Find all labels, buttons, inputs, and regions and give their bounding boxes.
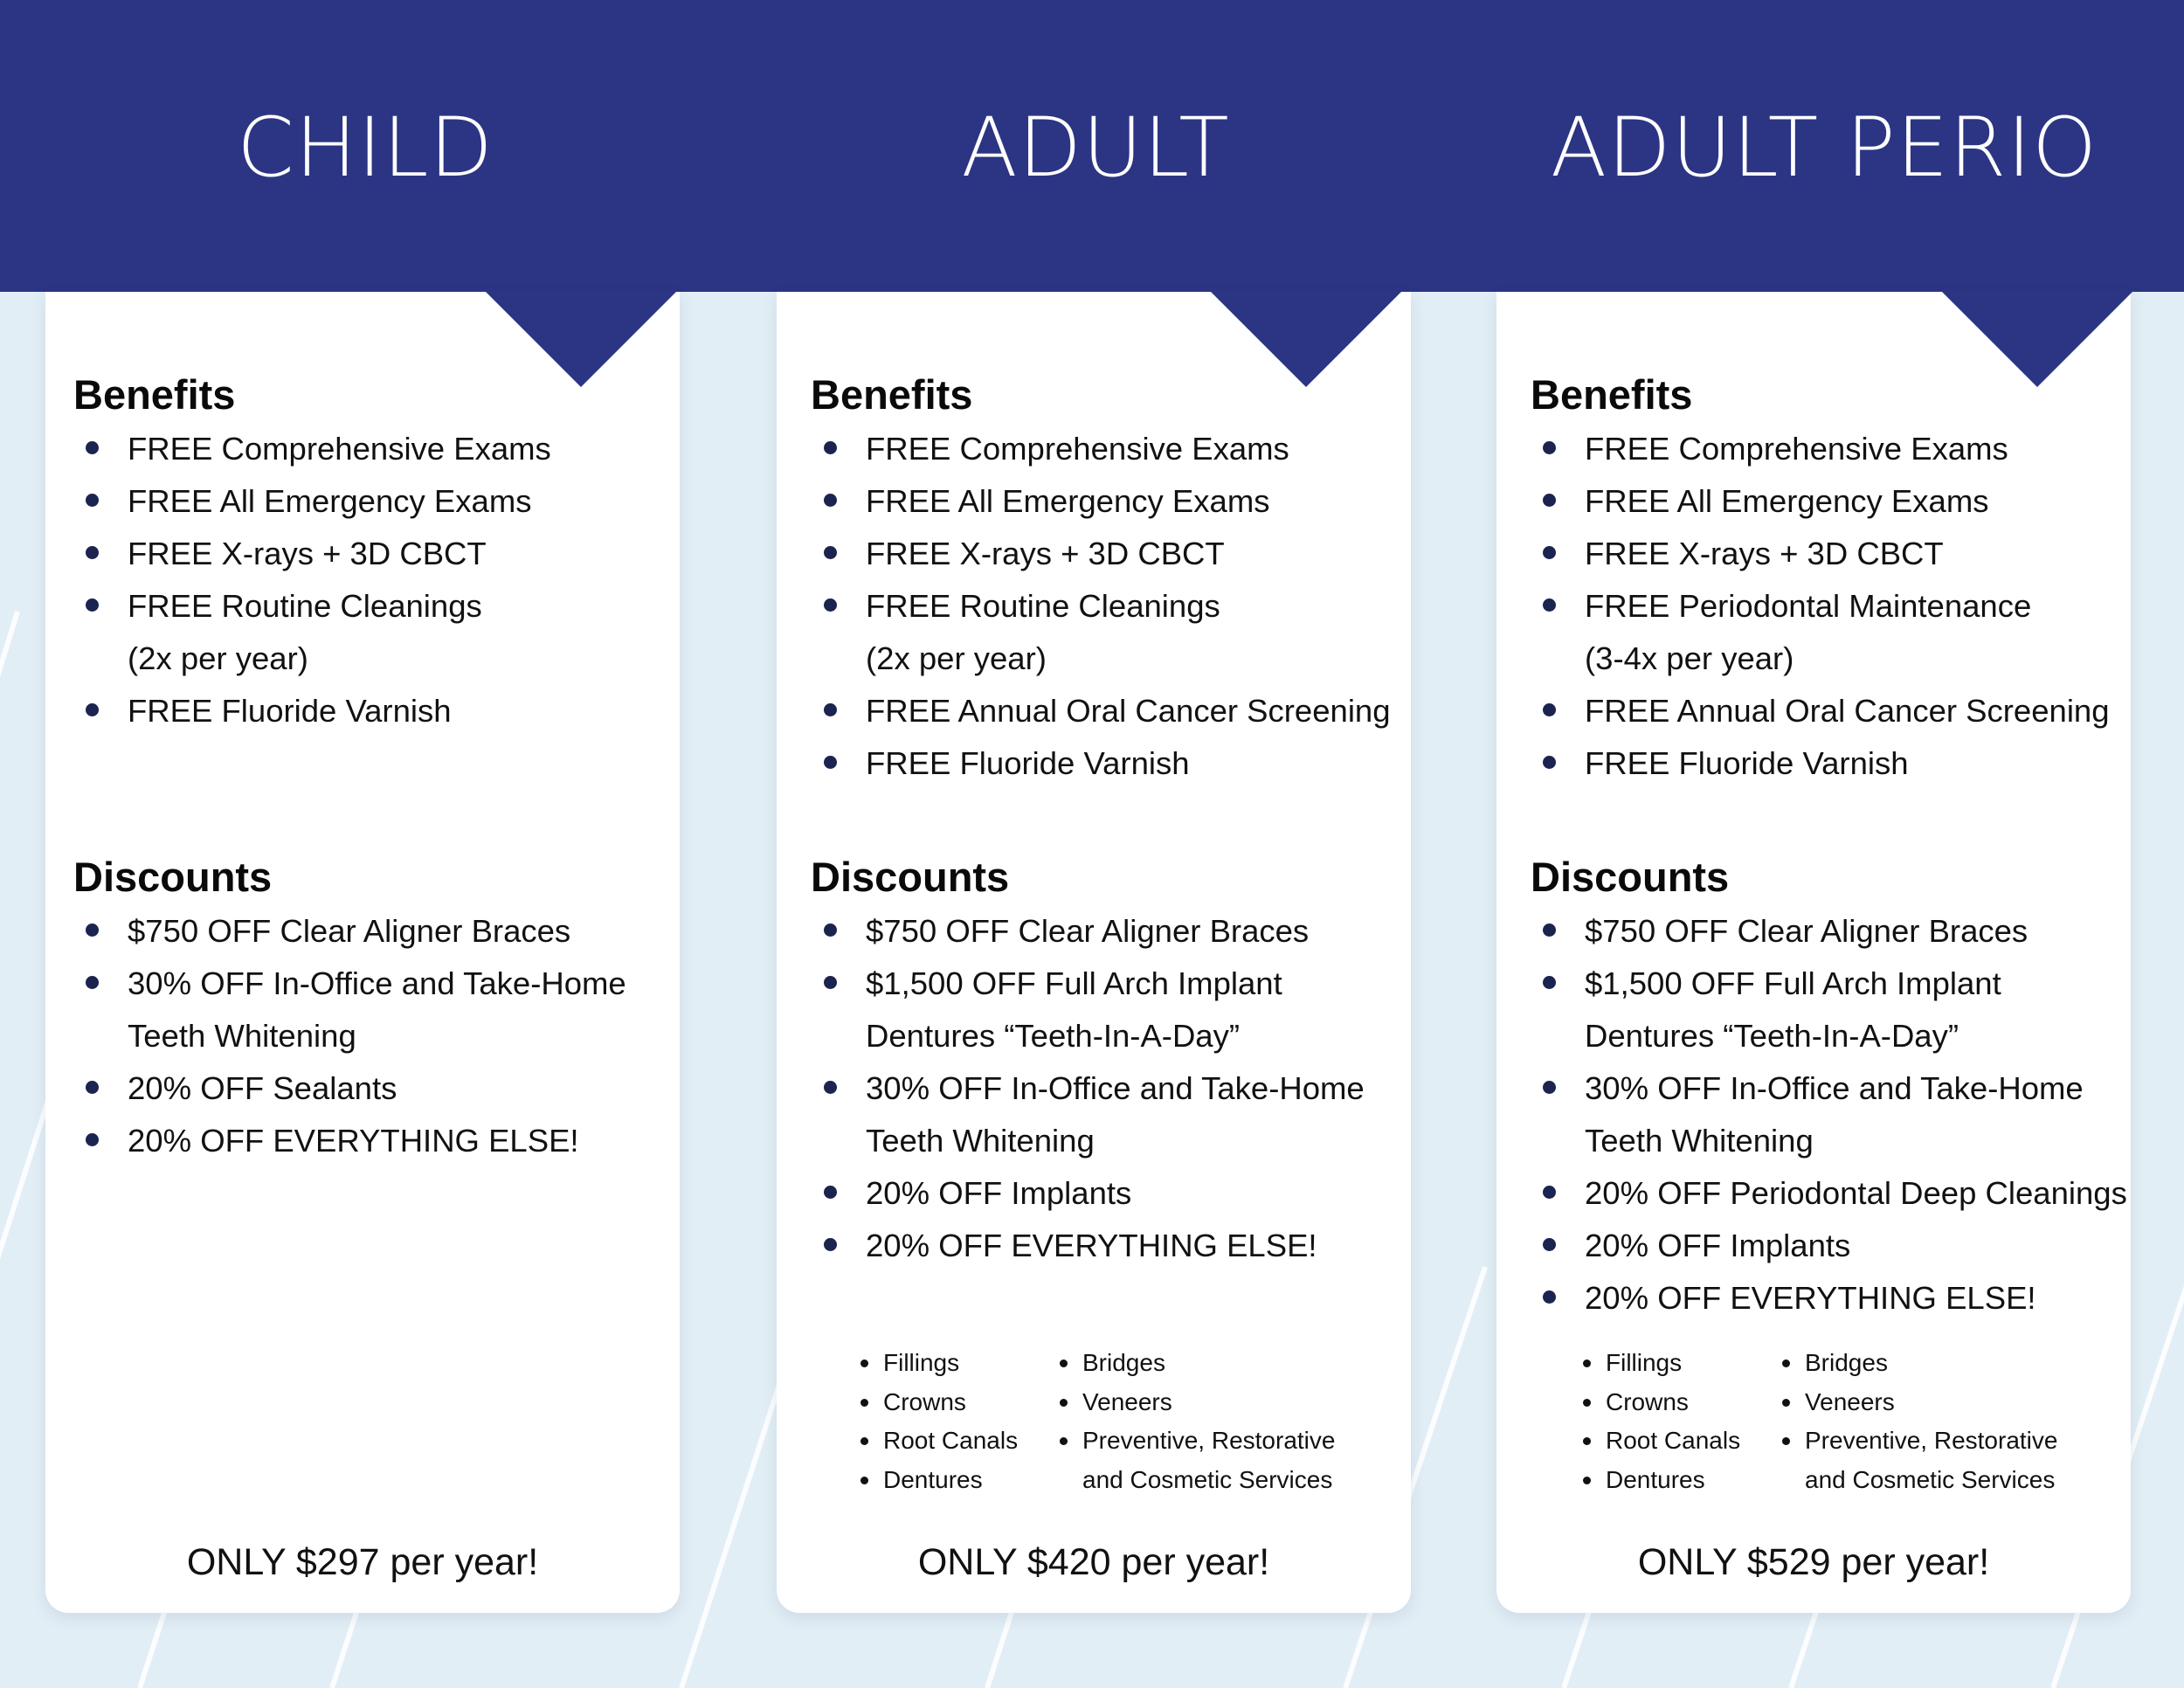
benefit-item <box>1538 580 2110 685</box>
benefit-item-text: FREE X-rays + 3D CBCT <box>866 536 1225 571</box>
discount-item-text: 30% OFF In-Office and Take-Home <box>128 965 626 1001</box>
services-list-right <box>1060 1344 1335 1499</box>
benefit-item <box>80 528 551 580</box>
discount-item <box>80 905 626 958</box>
service-item <box>1060 1344 1335 1383</box>
service-item-text: Preventive, Restorative <box>1082 1427 1336 1454</box>
benefit-item <box>1538 528 2110 580</box>
plan-title-adult-perio: ADULT PERIO <box>1550 100 2098 196</box>
service-item <box>860 1461 1018 1500</box>
discount-item-text: 20% OFF Implants <box>1585 1228 1851 1263</box>
discount-item-text: 30% OFF In-Office and Take-Home <box>866 1070 1365 1106</box>
benefit-item <box>80 580 551 685</box>
discount-item <box>80 958 626 1062</box>
price-label: ONLY $297 per year! <box>186 1541 539 1583</box>
benefit-item-text: FREE All Emergency Exams <box>128 483 532 519</box>
discount-item <box>819 1167 1365 1220</box>
services-list-left <box>860 1344 1018 1499</box>
benefit-item-text: (2x per year) <box>128 640 308 676</box>
benefit-item <box>1538 423 2110 475</box>
discounts-heading: Discounts <box>811 854 1010 900</box>
benefit-item <box>1538 475 2110 528</box>
benefit-item-text: FREE Comprehensive Exams <box>866 431 1289 467</box>
discount-item <box>819 958 1365 1062</box>
service-item <box>1060 1422 1335 1499</box>
price-label: ONLY $420 per year! <box>917 1541 1270 1583</box>
discounts-list <box>80 905 626 1167</box>
benefit-item <box>80 685 551 737</box>
service-item <box>1583 1422 1740 1461</box>
services-list-right <box>1782 1344 2057 1499</box>
discount-item-text: Teeth Whitening <box>1585 1123 1814 1159</box>
benefit-item <box>819 528 1391 580</box>
service-item-text: Crowns <box>883 1387 966 1415</box>
service-item-text: Crowns <box>1606 1387 1689 1415</box>
service-item-text: Veneers <box>1805 1387 1895 1415</box>
discount-item <box>1538 1167 2127 1220</box>
benefit-item <box>1538 685 2110 737</box>
benefit-item <box>1538 737 2110 790</box>
benefit-item-text: FREE Fluoride Varnish <box>866 745 1190 781</box>
benefit-item-text: FREE X-rays + 3D CBCT <box>1585 536 1944 571</box>
discount-item-text: $1,500 OFF Full Arch Implant <box>1585 965 2001 1001</box>
benefit-item-text: (3-4x per year) <box>1585 640 1794 676</box>
service-item-text: Fillings <box>1606 1349 1683 1376</box>
benefits-list <box>819 423 1391 790</box>
service-item <box>860 1383 1018 1422</box>
benefit-item-text: FREE Routine Cleanings <box>128 588 482 624</box>
benefit-item <box>819 475 1391 528</box>
benefit-item-text: FREE X-rays + 3D CBCT <box>128 536 487 571</box>
discount-item <box>819 1220 1365 1272</box>
service-item <box>1583 1461 1740 1500</box>
discount-item-text: $1,500 OFF Full Arch Implant <box>866 965 1282 1001</box>
discount-item <box>1538 1220 2127 1272</box>
services-list-left <box>1583 1344 1740 1499</box>
benefits-heading: Benefits <box>1531 371 1693 418</box>
service-item-text: Root Canals <box>883 1427 1019 1454</box>
service-item-text: Fillings <box>883 1349 960 1376</box>
banner-notch-adult-perio <box>1928 291 2146 389</box>
discounts-list <box>819 905 1365 1272</box>
discount-item <box>819 1062 1365 1167</box>
service-item <box>860 1422 1018 1461</box>
discount-item <box>80 1115 626 1167</box>
benefit-item <box>819 685 1391 737</box>
service-item <box>1782 1422 2057 1499</box>
discount-item <box>80 1062 626 1115</box>
service-item-text: Dentures <box>1606 1465 1705 1493</box>
discount-item-text: 20% OFF EVERYTHING ELSE! <box>128 1123 579 1159</box>
plan-title-adult: ADULT <box>961 100 1230 196</box>
benefit-item <box>819 737 1391 790</box>
price-label: ONLY $529 per year! <box>1637 1541 1990 1583</box>
discount-item <box>1538 1272 2127 1325</box>
discount-item <box>1538 1062 2127 1167</box>
benefit-item <box>80 423 551 475</box>
banner-notch-adult <box>1197 291 1415 389</box>
benefit-item-text: FREE All Emergency Exams <box>1585 483 1989 519</box>
service-item-text: Veneers <box>1082 1387 1172 1415</box>
discount-item-text: Dentures “Teeth-In-A-Day” <box>866 1018 1241 1054</box>
discount-item <box>819 905 1365 958</box>
benefits-list <box>1538 423 2110 790</box>
benefit-item-text: FREE Annual Oral Cancer Screening <box>1585 693 2110 729</box>
service-item <box>860 1344 1018 1383</box>
service-item <box>1782 1344 2057 1383</box>
service-item-text: Root Canals <box>1606 1427 1741 1454</box>
banner-notch-child <box>472 291 690 389</box>
benefit-item-text: FREE All Emergency Exams <box>866 483 1270 519</box>
discount-item-text: 30% OFF In-Office and Take-Home <box>1585 1070 2084 1106</box>
service-item <box>1782 1383 2057 1422</box>
plan-title-child: CHILD <box>237 100 494 196</box>
discounts-list <box>1538 905 2127 1325</box>
service-item <box>1583 1344 1740 1383</box>
discount-item-text: $750 OFF Clear Aligner Braces <box>128 913 571 949</box>
discount-item-text: $750 OFF Clear Aligner Braces <box>1585 913 2028 949</box>
discount-item-text: 20% OFF EVERYTHING ELSE! <box>1585 1280 2036 1316</box>
service-item-text: Bridges <box>1805 1349 1888 1376</box>
discount-item-text: 20% OFF EVERYTHING ELSE! <box>866 1228 1317 1263</box>
discount-item <box>1538 905 2127 958</box>
benefits-heading: Benefits <box>811 371 973 418</box>
benefit-item-text: FREE Annual Oral Cancer Screening <box>866 693 1391 729</box>
service-item-text: Bridges <box>1082 1349 1165 1376</box>
benefit-item-text: FREE Periodontal Maintenance <box>1585 588 2032 624</box>
discount-item-text: 20% OFF Periodontal Deep Cleanings <box>1585 1175 2127 1211</box>
discount-item <box>1538 958 2127 1062</box>
benefit-item-text: FREE Comprehensive Exams <box>1585 431 2008 467</box>
discount-item-text: Dentures “Teeth-In-A-Day” <box>1585 1018 1959 1054</box>
benefits-heading: Benefits <box>73 371 236 418</box>
benefit-item-text: FREE Fluoride Varnish <box>1585 745 1909 781</box>
service-item <box>1060 1383 1335 1422</box>
benefit-item-text: (2x per year) <box>866 640 1047 676</box>
benefit-item <box>819 423 1391 475</box>
service-item-text: Preventive, Restorative <box>1805 1427 2058 1454</box>
discount-item-text: 20% OFF Implants <box>866 1175 1132 1211</box>
discount-item-text: Teeth Whitening <box>128 1018 356 1054</box>
discount-item-text: 20% OFF Sealants <box>128 1070 397 1106</box>
benefit-item <box>819 580 1391 685</box>
service-item-text: Dentures <box>883 1465 983 1493</box>
benefit-item-text: FREE Comprehensive Exams <box>128 431 551 467</box>
discounts-heading: Discounts <box>73 854 273 900</box>
service-item <box>1583 1383 1740 1422</box>
benefit-item-text: FREE Routine Cleanings <box>866 588 1220 624</box>
benefit-item-text: FREE Fluoride Varnish <box>128 693 452 729</box>
service-item-text: and Cosmetic Services <box>1805 1465 2056 1493</box>
service-item-text: and Cosmetic Services <box>1082 1465 1333 1493</box>
benefits-list <box>80 423 551 737</box>
benefit-item <box>80 475 551 528</box>
discounts-heading: Discounts <box>1531 854 1730 900</box>
discount-item-text: Teeth Whitening <box>866 1123 1095 1159</box>
discount-item-text: $750 OFF Clear Aligner Braces <box>866 913 1310 949</box>
